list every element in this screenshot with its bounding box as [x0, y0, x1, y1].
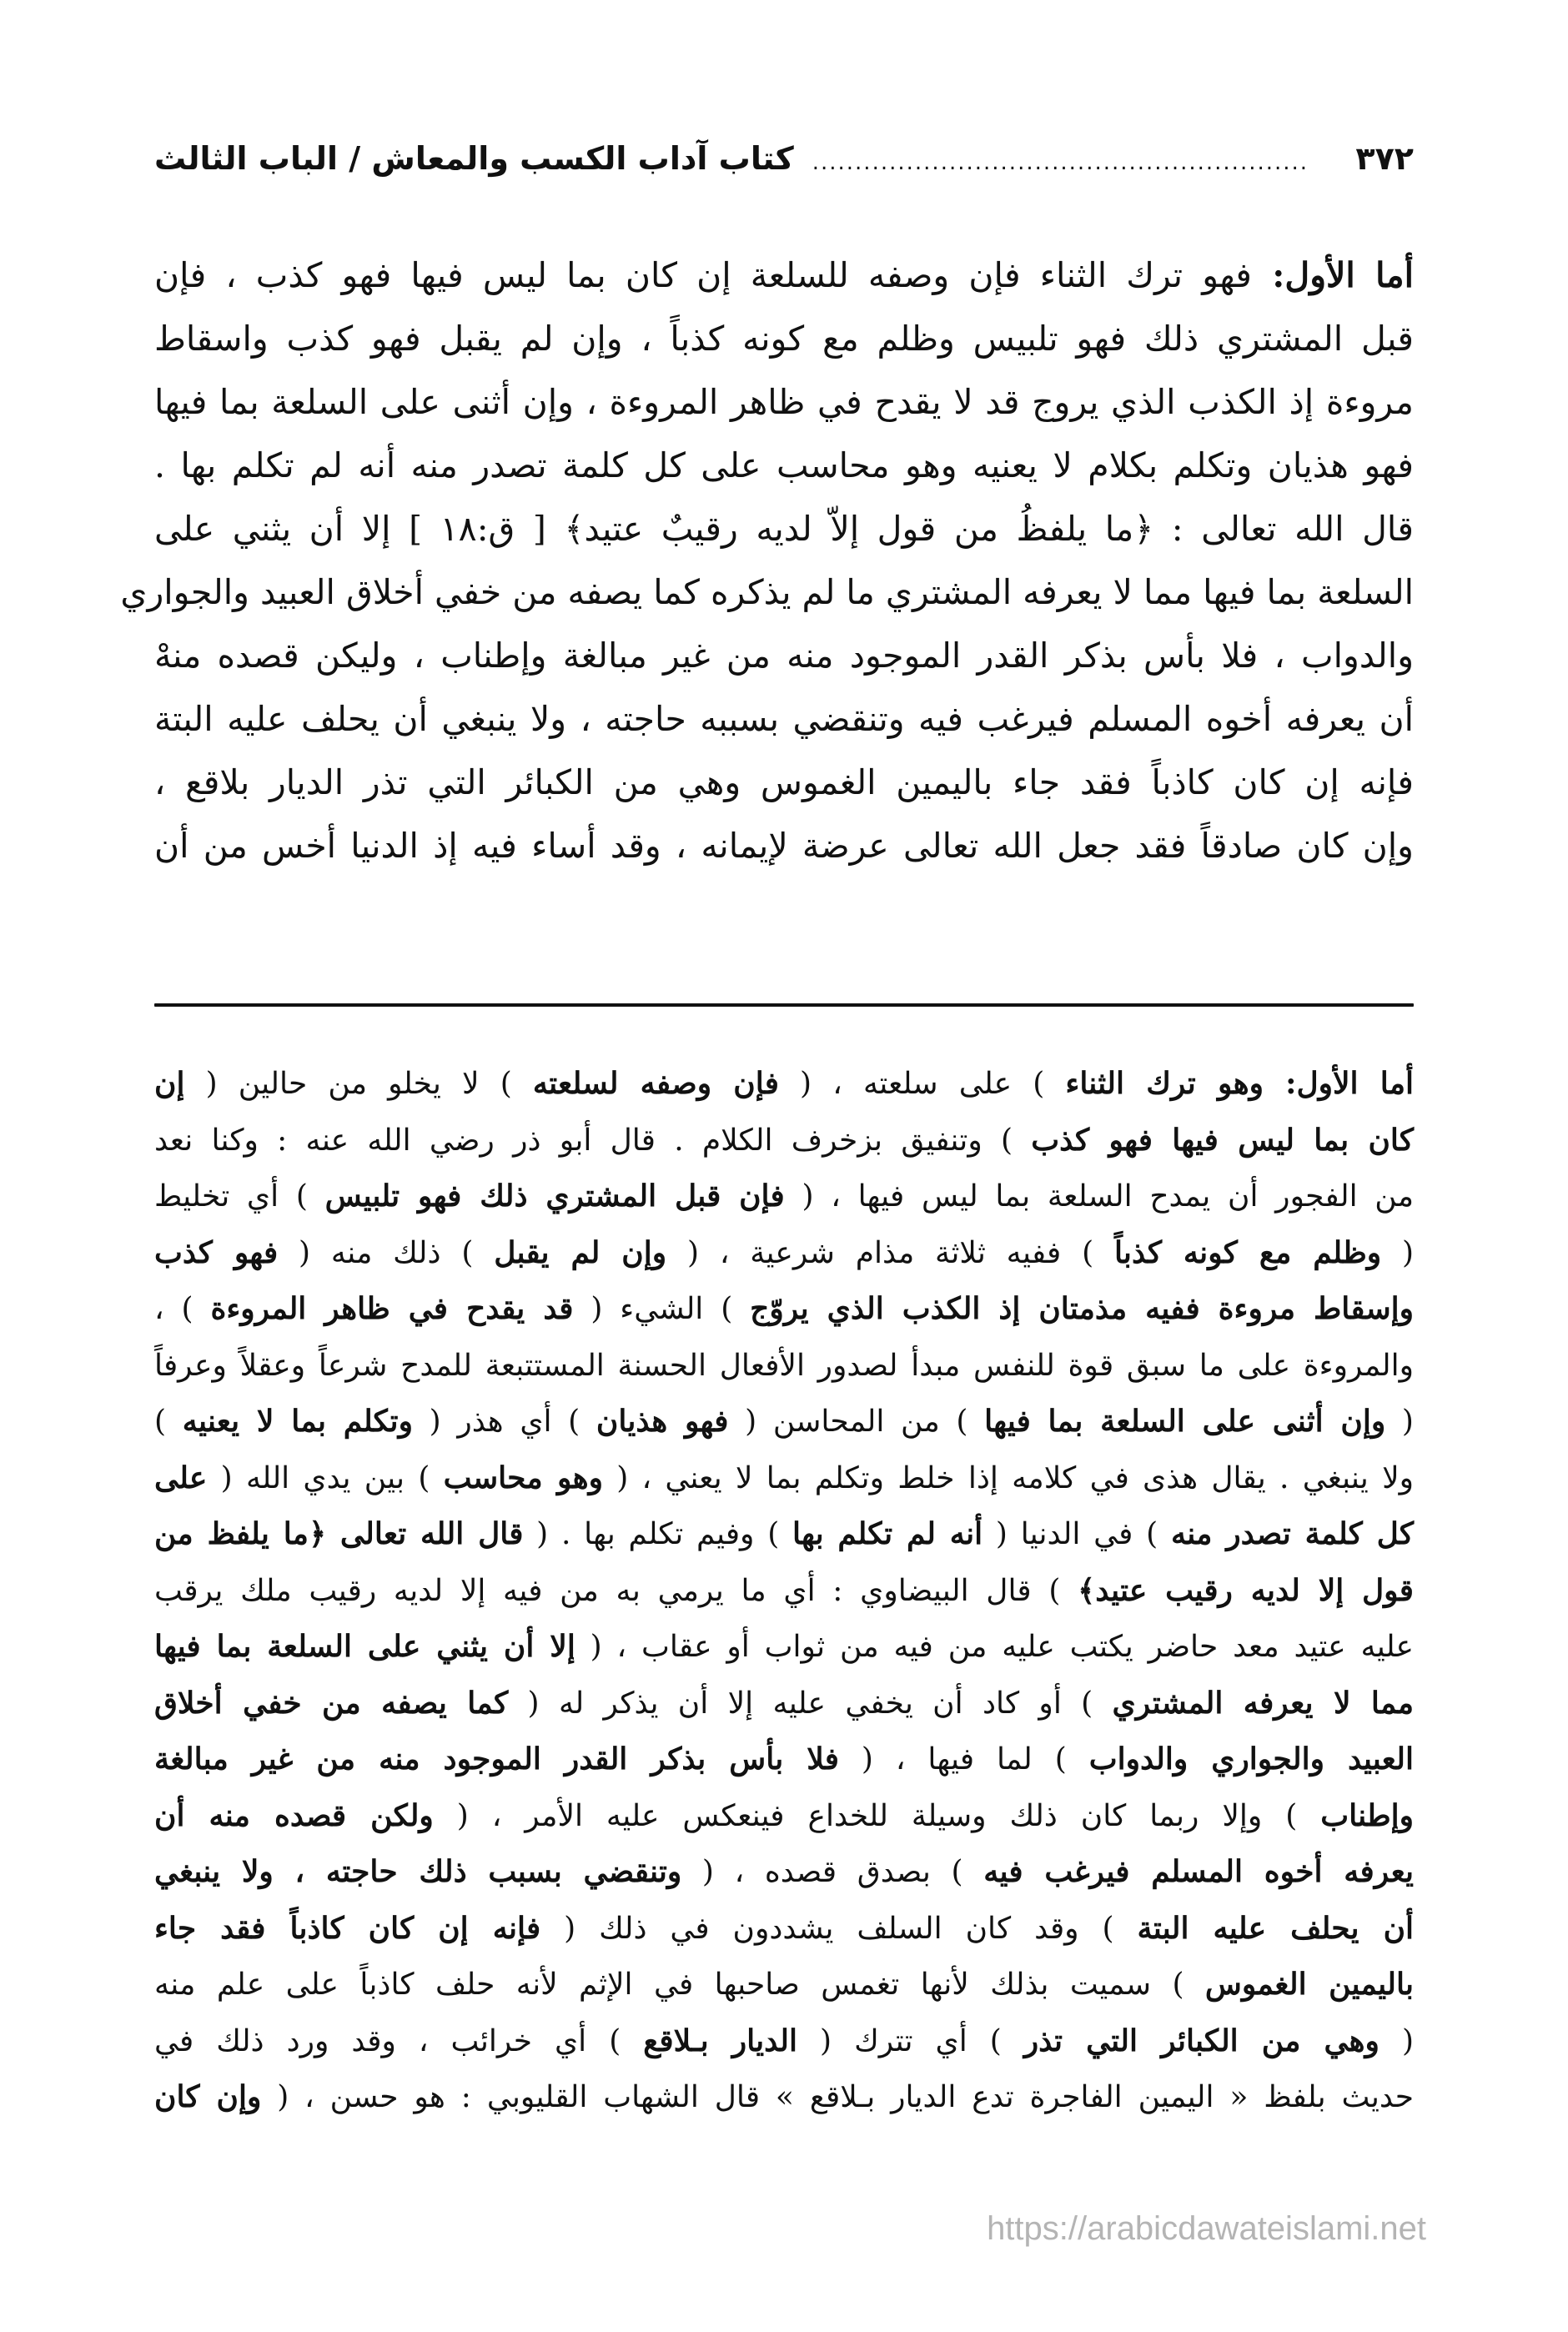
text-line — [154, 244, 1414, 307]
text-segment: حديث بلفظ « اليمين الفاجرة تدع الديار بـلاقع » قال الشهاب القليوبي : هو حسن ، ( — [261, 2080, 1415, 2114]
text-segment: ) ففيه ثلاثة مذام شرعية ، ( — [666, 1235, 1114, 1270]
bold-segment: وهي من الكبائر التي تذر — [1023, 2023, 1380, 2058]
text-segment: ( — [1379, 2023, 1414, 2058]
bold-segment: وإن لم يقبل — [494, 1234, 667, 1270]
leader-dots: .......................................................... — [812, 150, 1309, 175]
bold-segment: وهو محاسب — [443, 1460, 603, 1495]
text-line — [154, 1844, 1414, 1901]
chapter-title: كتاب آداب الكسب والمعاش / الباب الثالث — [154, 140, 794, 177]
text-segment: ) وفيم تكلم بها . ( — [523, 1517, 792, 1551]
text-line — [154, 624, 1414, 687]
text-line — [154, 1957, 1414, 2013]
text-segment: ) من المحاسن ( — [728, 1405, 985, 1439]
text-segment: ) لا يخلو من حالين ( — [184, 1067, 533, 1101]
text-segment: ) بين يدي الله ( — [207, 1460, 444, 1495]
text-segment: ) في الدنيا ( — [983, 1517, 1171, 1551]
bold-segment: باليمين الغموس — [1204, 1967, 1414, 2002]
text-line — [154, 751, 1414, 814]
bold-segment: كان بما ليس فيها فهو كذب — [1031, 1122, 1414, 1158]
text-segment: ) وقد كان السلف يشددون في ذلك ( — [540, 1911, 1138, 1946]
bold-segment: وإسقاط مروءة ففيه مذمتان إذ الكذب الذي يروّج — [750, 1291, 1415, 1326]
text-line — [154, 1788, 1414, 1845]
text-line — [154, 1281, 1414, 1338]
bold-segment: مما لا يعرفه المشتري — [1112, 1685, 1414, 1721]
bold-segment: وإن كان — [154, 2079, 262, 2114]
bold-segment: كل كلمة تصدر منه — [1170, 1516, 1415, 1551]
bold-segment: أنه لم تكلم بها — [792, 1516, 983, 1551]
text-segment: ) سميت بذلك لأنها تغمس صاحبها في الإثم لأنه حلف كاذباً على علم منه — [154, 1968, 1205, 2002]
text-segment: ( — [1381, 1235, 1414, 1270]
footnote-divider — [154, 1003, 1414, 1007]
text-line — [154, 1563, 1414, 1620]
text-segment: قبل المشتري ذلك فهو تلبيس وظلم مع كونه كذباً ، وإن لم يقبل فهو كذب واسقاط — [154, 319, 1414, 359]
text-line — [154, 1901, 1414, 1958]
bold-segment: وظلم مع كونه كذباً — [1113, 1234, 1382, 1270]
text-segment: ) ، — [154, 1292, 211, 1326]
bold-segment: قول إلا لديه رقيب عتيد﴾ — [1078, 1572, 1414, 1608]
text-segment: ) — [154, 1405, 183, 1439]
text-line — [154, 2013, 1414, 2070]
text-segment: ) ذلك منه ( — [278, 1235, 495, 1270]
bold-segment: أما الأول: — [1251, 255, 1414, 295]
text-segment: ) أو كاد أن يخفي عليه إلا أن يذكر له ( — [508, 1686, 1113, 1721]
text-line — [154, 1338, 1414, 1395]
text-line — [120, 560, 1414, 624]
text-segment: فهو هذيان وتكلم بكلام لا يعنيه وهو محاسب على كل كلمة تصدر منه أنه لم تكلم بها . — [154, 445, 1414, 485]
watermark-url: https://arabicdawateislami.net — [987, 2210, 1426, 2247]
text-segment: أن يعرفه أخوه المسلم فيرغب فيه وتنقضي بسببه حاجته ، ولا ينبغي أن يحلف عليه البتة — [154, 699, 1414, 739]
text-segment: ) قال البيضاوي : أي ما يرمي به من فيه إلا لديه رقيب ملك يرقب — [154, 1573, 1078, 1608]
bold-segment: العبيد والجواري والدواب — [1088, 1741, 1414, 1777]
text-line — [154, 1506, 1414, 1563]
text-segment: عليه عتيد معد حاضر يكتب عليه من فيه من ثواب أو عقاب ، ( — [575, 1630, 1415, 1664]
text-segment: ) أي هذر ( — [412, 1405, 596, 1439]
bold-segment: فهو كذب — [154, 1234, 279, 1270]
text-line — [154, 1113, 1414, 1169]
text-line — [154, 2069, 1414, 2126]
bold-segment: أن يحلف عليه البتة — [1137, 1910, 1415, 1946]
text-line — [154, 1450, 1414, 1507]
text-line — [154, 1225, 1414, 1282]
text-line — [154, 1676, 1414, 1732]
text-segment: ) أي خرائب ، وقد ورد ذلك في — [154, 2023, 644, 2058]
bold-segment: وتنقضي بسبب ذلك حاجته ، ولا ينبغي — [154, 1854, 682, 1889]
text-segment: ) الشيء ( — [573, 1292, 751, 1326]
bold-segment: على — [154, 1460, 208, 1495]
bold-segment: قال الله تعالى ﴿ما يلفظ من — [154, 1516, 524, 1551]
text-line — [154, 1056, 1414, 1113]
bold-segment: ولكن قصده منه أن — [154, 1797, 434, 1833]
text-segment: السلعة بما فيها مما لا يعرفه المشتري ما لم يذكره كما يصفه من خفي أخلاق العبيد والجواري — [120, 572, 1414, 612]
text-segment: والمروءة على ما سبق قوة للنفس مبدأ لصدور الأفعال الحسنة المستتبعة للمدح شرعاً وعقلاً وعرفاً — [154, 1348, 1414, 1383]
bold-segment: فهو هذيان — [596, 1404, 729, 1439]
bold-segment: قد يقدح في ظاهر المروءة — [210, 1291, 574, 1326]
text-segment: قال الله تعالى : ﴿ما يلفظُ من قول إلاّ لديه رقيبٌ عتيد﴾ [ ق:١٨ ] إلا أن يثني على — [154, 509, 1414, 549]
bold-segment: يعرفه أخوه المسلم فيرغب فيه — [983, 1854, 1415, 1889]
text-segment: وإن كان صادقاً فقد جعل الله تعالى عرضة لإيمانه ، وقد أساء فيه إذ الدنيا أخس من أن — [154, 826, 1414, 866]
bold-segment: فإن وصفه لسلعته — [532, 1066, 779, 1101]
text-segment: ) وتنفيق بزخرف الكلام . قال أبو ذر رضي الله عنه : وكنا نعد — [154, 1123, 1032, 1158]
text-segment: ) أي تترك ( — [797, 2023, 1024, 2058]
text-segment: من الفجور أن يمدح السلعة بما ليس فيها ، ( — [784, 1179, 1414, 1214]
running-header — [154, 133, 1414, 183]
bold-segment: فلا بأس بذكر القدر الموجود منه من غير مبالغة — [154, 1741, 839, 1777]
text-segment: ) أي تخليط — [154, 1179, 325, 1214]
text-segment: ولا ينبغي . يقال هذى في كلامه إذا خلط وتكلم بما لا يعني ، ( — [602, 1460, 1414, 1495]
bold-segment: إن — [154, 1066, 185, 1101]
text-line — [154, 1169, 1414, 1225]
bold-segment: وإن أثنى على السلعة بما فيها — [984, 1404, 1386, 1439]
text-segment: ) بصدق قصده ، ( — [681, 1855, 984, 1889]
text-segment: والدواب ، فلا بأس بذكر القدر الموجود منه من غير مبالغة وإطناب ، وليكن قصده منهْ — [154, 636, 1414, 676]
text-line — [154, 434, 1414, 497]
bold-segment: وإطناب — [1320, 1797, 1414, 1833]
text-line — [154, 1394, 1414, 1450]
text-line — [154, 814, 1414, 877]
text-segment: مروءة إذ الكذب الذي يروج قد لا يقدح في ظاهر المروءة ، وإن أثنى على السلعة بما فيها — [154, 382, 1414, 422]
text-line — [154, 687, 1414, 751]
bold-segment: فإنه إن كان كاذباً فقد جاء — [154, 1910, 541, 1946]
text-segment: فهو ترك الثناء فإن وصفه للسلعة إن كان بما ليس فيها فهو كذب ، فإن — [154, 255, 1252, 295]
bold-segment: إلا أن يثني على السلعة بما فيها — [154, 1629, 575, 1664]
bold-segment: الديار بـلاقع — [643, 2023, 798, 2058]
text-line — [154, 370, 1414, 434]
text-line — [154, 1731, 1414, 1788]
text-line — [154, 497, 1414, 560]
bold-segment: فإن قبل المشتري ذلك فهو تلبيس — [324, 1179, 785, 1214]
text-line — [154, 307, 1414, 370]
text-segment: ) وإلا ربما كان ذلك وسيلة للخداع فينعكس عليه الأمر ، ( — [433, 1798, 1321, 1833]
commentary-block — [154, 1056, 1414, 2126]
text-segment: ) لما فيها ، ( — [838, 1742, 1089, 1777]
main-text-block — [120, 244, 1414, 877]
text-segment: فإنه إن كان كاذباً فقد جاء باليمين الغموس وهي من الكبائر التي تذر الديار بلاقع ، — [154, 762, 1414, 802]
bold-segment: كما يصفه من خفي أخلاق — [154, 1685, 509, 1721]
bold-segment: أما الأول: وهو ترك الثناء — [1065, 1066, 1414, 1101]
bold-segment: وتكلم بما لا يعنيه — [182, 1404, 413, 1439]
text-segment: ) على سلعته ، ( — [778, 1067, 1066, 1101]
text-segment: ( — [1385, 1405, 1414, 1439]
text-line — [154, 1619, 1414, 1676]
page-number: ٣٧٢ — [1355, 140, 1414, 177]
